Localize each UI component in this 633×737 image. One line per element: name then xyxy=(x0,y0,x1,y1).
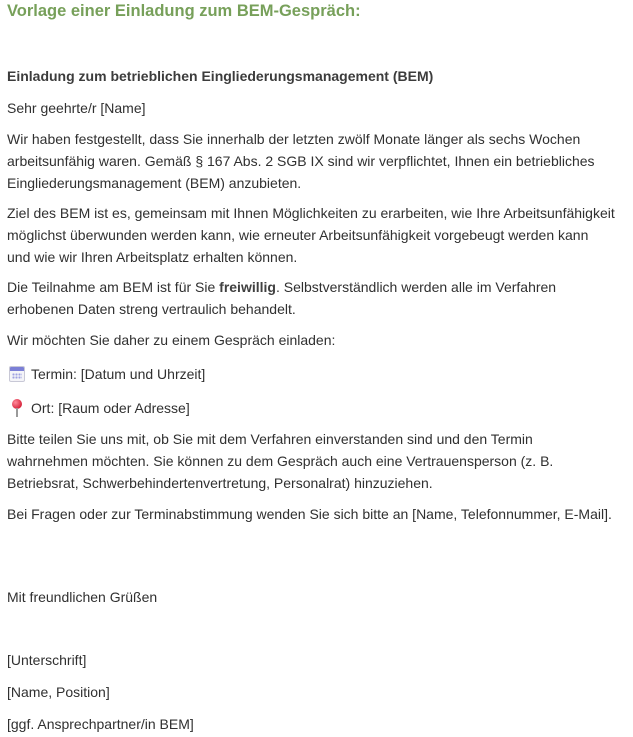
paragraph-voluntary xyxy=(7,276,615,320)
location-text: Ort: [Raum oder Adresse] xyxy=(31,400,190,416)
voluntary-bold: freiwillig xyxy=(219,279,276,295)
appointment-row xyxy=(9,363,205,385)
name-position-placeholder: [Name, Position] xyxy=(7,684,110,700)
contact-person-placeholder: [ggf. Ansprechpartner/in BEM] xyxy=(7,716,194,732)
voluntary-text-before: Die Teilnahme am BEM ist für Sie xyxy=(7,279,220,295)
paragraph-goal: Ziel des BEM ist es, gemeinsam mit Ihnen Möglichkeiten zu erarbeiten, wie Ihre Arbeitsunfähigkeit möglichst überwunden werden kann, wie erneuter Arbeitsunfähigkeit vorgebeugt werden kann und wie wir Ihren Arbeitsplatz erhalten können. xyxy=(7,205,615,265)
page-heading: Vorlage einer Einladung zum BEM-Gespräch: xyxy=(7,2,361,20)
calendar-icon xyxy=(9,366,25,382)
letter-subtitle: Einladung zum betrieblichen Eingliederungsmanagement (BEM) xyxy=(7,68,434,84)
invitation-line: Wir möchten Sie daher zu einem Gespräch einladen: xyxy=(7,332,336,348)
paragraph-consent: Bitte teilen Sie uns mit, ob Sie mit dem Verfahren einverstanden sind und den Termin wahrnehmen möchten. Sie können zu dem Gespräch auch eine Vertrauensperson (z. B. Betriebsrat, Schwerbehindertenvertretung, Personalrat) hinzuziehen. xyxy=(7,431,554,491)
pushpin-icon xyxy=(9,399,25,417)
location-row xyxy=(9,397,190,419)
signature-placeholder: [Unterschrift] xyxy=(7,652,87,668)
salutation: Sehr geehrte/r [Name] xyxy=(7,100,146,116)
voluntary-text-after: . Selbstverständlich werden alle im Verfahren erhobenen Daten streng vertraulich behandelt. xyxy=(7,279,557,317)
closing-line: Mit freundlichen Grüßen xyxy=(7,589,158,605)
paragraph-contact: Bei Fragen oder zur Terminabstimmung wenden Sie sich bitte an [Name, Telefonnummer, E-Mail]. xyxy=(7,506,612,522)
appointment-text: Termin: [Datum und Uhrzeit] xyxy=(31,366,206,382)
paragraph-obligation: Wir haben festgestellt, dass Sie innerhalb der letzten zwölf Monate länger als sechs Wochen arbeitsunfähig waren. Gemäß § 167 Abs. 2 SGB IX sind wir verpflichtet, Ihnen ein betriebliches Eingliederungsmanagement (BEM) anzubieten. xyxy=(7,131,595,191)
